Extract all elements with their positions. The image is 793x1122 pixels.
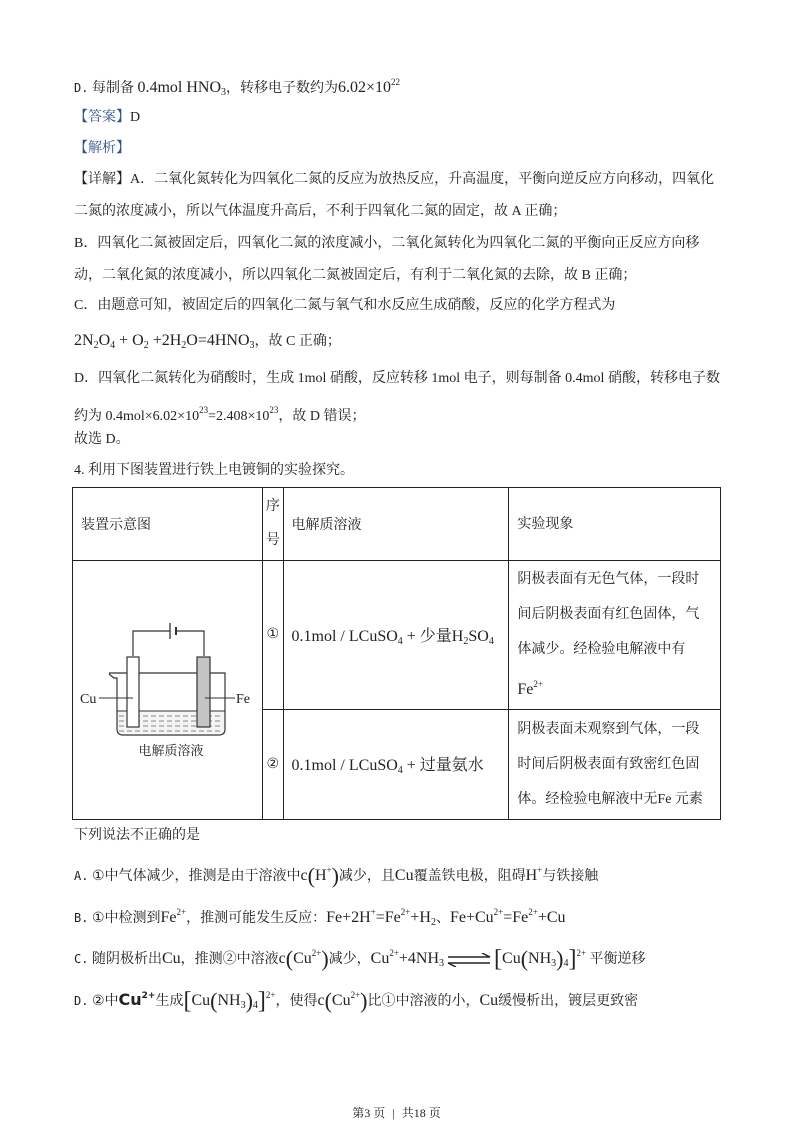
phenomenon-1: 阴极表面有无色气体，一段时 间后阴极表面有红色固体，气 体减少。经检验电解液中有 $Fe^{2+}$	[509, 561, 721, 710]
explanation-b-line2: 动，二氧化氮的浓度减小，所以四氧化二氮被固定后，有利于二氧化氮的去除，故 B 正确；	[74, 268, 637, 283]
detail-tag: 【详解】	[74, 172, 130, 187]
seq-2: ②	[263, 709, 283, 819]
answer-line	[74, 108, 140, 128]
question-4-stem: 4. 利用下图装置进行铁上电镀铜的实验探究。	[74, 463, 354, 478]
wire-right	[176, 631, 204, 656]
equilibrium-arrow-icon	[446, 953, 492, 967]
explanation-a-line2: 二氮的浓度减小，所以气体温度升高后，不利于四氧化二氮的固定，故 A 正确；	[74, 204, 567, 219]
phenomenon-2: 阴极表面未观察到气体，一段 时间后阴极表面有致密红色固 体。经检验电解液中无Fe 元素	[509, 709, 721, 819]
explanation-d-line1: D．四氧化二氮转化为硝酸时，生成 1mol 硝酸，反应转移 1mol 电子，则每制备 0.4mol 硝酸，转移电子数	[74, 371, 720, 386]
chemical-equation: $2N_2O_4 + O_2 +2H_2O=4HNO_3$	[74, 332, 255, 351]
option-c: C. 随阴极析出Cu，推测②中溶液$c(Cu^{2+})$减少，$Cu^{2+}+4NH_3$ $[Cu(NH_3)_4]^{2+}$ 平衡逆移	[74, 946, 646, 972]
page-total: 共18 页	[401, 1106, 441, 1120]
option-a: A. ①中气体减少，推测是由于溶液中c(H+)减少，且Cu覆盖铁电极，阻碍H+与铁接触	[74, 863, 599, 888]
electroplating-apparatus-diagram	[73, 561, 258, 814]
explanation-c-equation: $2N_2O_4 + O_2 +2H_2O=4HNO_3$，故 C 正确；	[74, 332, 341, 351]
question-prompt: 下列说法不正确的是	[74, 828, 200, 843]
formula: 0.4mol $HNO_3$	[137, 79, 227, 98]
fe-label: Fe	[236, 692, 250, 707]
diagram-caption: 电解质溶液	[138, 744, 204, 759]
fe-electrode	[197, 657, 210, 727]
table-row	[73, 561, 721, 710]
page-number: 第3 页	[352, 1106, 386, 1120]
analysis-tag: 【解析】	[74, 141, 130, 156]
explanation-c-line1: C．由题意可知，被固定后的四氧化二氮与氧气和水反应生成硝酸，反应的化学方程式为	[74, 298, 616, 313]
header-diagram: 装置示意图	[73, 488, 263, 561]
table-header-row	[73, 488, 721, 561]
explanation-conclusion: 故选 D。	[74, 432, 130, 447]
prev-option-d: D. 每制备 0.4mol $HNO_3$，转移电子数约为$6.02\times 10^{22}$	[74, 77, 401, 98]
experiment-table	[72, 487, 721, 820]
solution-2: 0.1mol / LCuSO$_4$ + 过量氨水	[283, 709, 509, 819]
solution-1: 0.1mol / LCuSO$_4$ + 少量$H_2SO_4$	[283, 561, 509, 710]
cu-electrode	[127, 657, 139, 727]
answer-tag: 【答案】	[74, 110, 130, 125]
explanation-d-line2: 约为 $0.4mol\times 6.02\times 10^{23}=2.408\times 10^{23}$，故 D 错误；	[74, 405, 366, 424]
cu-label: Cu	[80, 692, 97, 707]
option-d: D. ②中$Cu^{2+}$生成$[Cu(NH_3)_4]^{2+}$，使得$c(Cu^{2+})$比①中溶液的小，Cu缓慢析出，镀层更致密	[74, 988, 639, 1014]
answer-value: D	[130, 110, 141, 125]
explanation-a-line1: 【详解】A．二氧化氮转化为四氧化二氮的反应为放热反应，升高温度，平衡向逆反应方向移动，四氧化	[74, 172, 715, 187]
page-footer	[0, 1104, 793, 1121]
wire-left	[133, 631, 170, 656]
apparatus-diagram-cell	[73, 561, 263, 820]
header-phenomenon: 实验现象	[509, 488, 721, 561]
header-seq: 序 号	[263, 488, 283, 561]
seq-1: ①	[263, 561, 283, 710]
option-b: B. ①中检测到$Fe^{2+}$，推测可能发生反应：$Fe+2H^+=Fe^{2+}+H_2$、$Fe+Cu^{2+}=Fe^{2+}+Cu$	[74, 907, 566, 928]
explanation-b-line1: B．四氧化二氮被固定后，四氧化二氮的浓度减小，二氧化氮转化为四氧化二氮的平衡向正反应方向移	[74, 236, 700, 251]
footer-separator: |	[392, 1106, 395, 1120]
header-solution: 电解质溶液	[283, 488, 509, 561]
